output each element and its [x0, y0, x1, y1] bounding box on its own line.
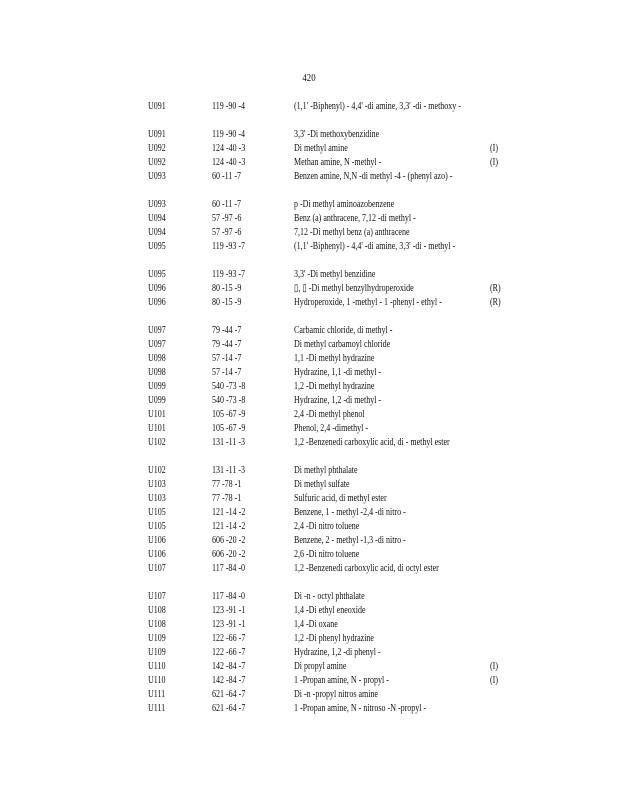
chemical-name [294, 241, 490, 267]
table-row [148, 703, 508, 715]
waste-code: U096 [148, 283, 166, 294]
chemical-name-text: Hydrazine, 1,1 -di methyl - [294, 367, 382, 378]
cas-number: 606 -20 -2 [212, 549, 246, 560]
chemical-name [294, 381, 490, 393]
cas-number: 123 -91 -1 [212, 619, 246, 630]
chemical-name-text: Di methyl amine [294, 143, 348, 154]
table-row [148, 647, 508, 659]
waste-code: U109 [148, 633, 166, 644]
table-row [148, 283, 508, 295]
chemical-name [294, 437, 490, 463]
chemical-name [294, 591, 490, 603]
hazard-code [490, 535, 506, 547]
waste-code: U107 [148, 591, 166, 602]
waste-code: U094 [148, 213, 166, 224]
waste-code: U092 [148, 143, 166, 154]
waste-code-table [148, 101, 508, 717]
chemical-name-text: (1,1' -Biphenyl) - 4,4' -di amine, 3,3' -di - methoxy - [294, 101, 461, 112]
table-row [148, 507, 508, 519]
hazard-code [490, 563, 506, 589]
hazard-code [490, 339, 506, 351]
cas-number: 57 -97 -6 [212, 213, 242, 224]
table-row [148, 325, 508, 337]
chemical-name [294, 549, 490, 561]
table-row [148, 437, 508, 463]
hazard-code [490, 633, 506, 645]
table-row [148, 563, 508, 589]
chemical-name [294, 619, 490, 631]
waste-code: U110 [148, 661, 166, 672]
table-row [148, 409, 508, 421]
cas-number: 79 -44 -7 [212, 325, 242, 336]
table-row [148, 213, 508, 225]
hazard-code [490, 479, 506, 491]
hazard-code [490, 591, 506, 603]
table-row [148, 423, 508, 435]
chemical-name-text: Di propyl amine [294, 661, 347, 672]
chemical-name-text: Di -n - octyl phthalate [294, 591, 365, 602]
chemical-name [294, 395, 490, 407]
chemical-name [294, 675, 490, 687]
chemical-name [294, 157, 490, 169]
hazard-code [490, 241, 506, 267]
chemical-name-text: 1,2 -Benzenedi carboxylic acid, di octyl ester [294, 563, 439, 574]
table-row [148, 521, 508, 533]
table-row [148, 591, 508, 603]
chemical-name-text: 7,12 -Di methyl benz (a) anthracene [294, 227, 410, 238]
cas-number: 142 -84 -7 [212, 661, 246, 672]
table-row [148, 605, 508, 617]
cas-number: 117 -84 -0 [212, 563, 246, 574]
waste-code: U101 [148, 409, 166, 420]
waste-code: U108 [148, 619, 166, 630]
chemical-name [294, 703, 490, 715]
hazard-code [490, 703, 506, 715]
waste-code: U096 [148, 297, 166, 308]
chemical-name-text: 1,4 -Di ethyl eneoxide [294, 605, 366, 616]
cas-number: 77 -78 -1 [212, 479, 242, 490]
chemical-name-text: Benzen amine, N,N -di methyl -4 - (phenyl azo) - [294, 171, 453, 182]
cas-number: 57 -97 -6 [212, 227, 242, 238]
waste-code: U103 [148, 493, 166, 504]
cas-number: 124 -40 -3 [212, 143, 246, 154]
chemical-name-text: Di -n -propyl nitros amine [294, 689, 378, 700]
cas-number: 105 -67 -9 [212, 423, 246, 434]
cas-number: 606 -20 -2 [212, 535, 246, 546]
chemical-name-text: 2,6 -Di nitro toluene [294, 549, 360, 560]
chemical-name [294, 269, 490, 281]
chemical-name [294, 283, 490, 295]
waste-code: U105 [148, 507, 166, 518]
chemical-name [294, 521, 490, 533]
chemical-name-text: 2,4 -Di methyl phenol [294, 409, 365, 420]
table-row [148, 367, 508, 379]
waste-code: U097 [148, 325, 166, 336]
table-row [148, 129, 508, 141]
cas-number: 60 -11 -7 [212, 171, 242, 182]
table-row [148, 689, 508, 701]
table-row [148, 157, 508, 169]
chemical-name-text: 1,2 -Di phenyl hydrazine [294, 633, 374, 644]
chemical-name-text: Sulfuric acid, di methyl ester [294, 493, 387, 504]
hazard-code [490, 171, 506, 197]
table-row [148, 465, 508, 477]
waste-code: U095 [148, 269, 166, 280]
chemical-name [294, 633, 490, 645]
chemical-name [294, 129, 490, 141]
chemical-name [294, 563, 490, 589]
waste-code: U091 [148, 129, 166, 140]
chemical-name [294, 423, 490, 435]
table-row [148, 227, 508, 239]
waste-code: U099 [148, 381, 166, 392]
cas-number: 540 -73 -8 [212, 395, 246, 406]
hazard-code [490, 549, 506, 561]
table-row [148, 241, 508, 267]
chemical-name [294, 227, 490, 239]
waste-code: U097 [148, 339, 166, 350]
waste-code: U093 [148, 171, 166, 182]
cas-number: 80 -15 -9 [212, 283, 242, 294]
waste-code: U111 [148, 703, 166, 714]
chemical-name [294, 409, 490, 421]
chemical-name [294, 493, 490, 505]
table-row [148, 535, 508, 547]
waste-code: U098 [148, 367, 166, 378]
table-row [148, 633, 508, 645]
hazard-code [490, 437, 506, 463]
hazard-code: (R) [490, 297, 501, 308]
waste-code: U111 [148, 689, 166, 700]
hazard-code [490, 227, 506, 239]
chemical-name-text: Hydrazine, 1,2 -di phenyl - [294, 647, 381, 658]
waste-code: U094 [148, 227, 166, 238]
hazard-code: (R) [490, 283, 501, 294]
hazard-code [490, 521, 506, 533]
cas-number: 79 -44 -7 [212, 339, 242, 350]
hazard-code [490, 269, 506, 281]
chemical-name [294, 297, 490, 323]
chemical-name-text: Carbamic chloride, di methyl - [294, 325, 393, 336]
chemical-name-text: Benzene, 2 - methyl -1,3 -di nitro - [294, 535, 406, 546]
table-row [148, 339, 508, 351]
chemical-name-text: Di methyl phthalate [294, 465, 358, 476]
chemical-name-text: 1,2 -Benzenedi carboxylic acid, di - methyl ester [294, 437, 450, 448]
hazard-code: (I) [490, 157, 498, 168]
chemical-name [294, 465, 490, 477]
cas-number: 131 -11 -3 [212, 465, 246, 476]
hazard-code [490, 381, 506, 393]
table-row [148, 171, 508, 197]
chemical-name [294, 689, 490, 701]
table-row [148, 199, 508, 211]
waste-code: U102 [148, 465, 166, 476]
cas-number: 122 -66 -7 [212, 647, 246, 658]
hazard-code [490, 647, 506, 659]
table-row [148, 269, 508, 281]
chemical-name-text: Benzene, 1 - methyl -2,4 -di nitro - [294, 507, 406, 518]
cas-number: 119 -90 -4 [212, 101, 246, 112]
waste-code: U098 [148, 353, 166, 364]
chemical-name [294, 647, 490, 659]
hazard-code: (I) [490, 143, 498, 154]
chemical-name [294, 479, 490, 491]
waste-code: U106 [148, 535, 166, 546]
hazard-code: (I) [490, 675, 498, 686]
cas-number: 123 -91 -1 [212, 605, 246, 616]
hazard-code [490, 619, 506, 631]
waste-code: U095 [148, 241, 166, 252]
table-row [148, 381, 508, 393]
chemical-name-text: p -Di methyl aminoazobenzene [294, 199, 395, 210]
table-row [148, 101, 508, 127]
waste-code: U106 [148, 549, 166, 560]
cas-number: 60 -11 -7 [212, 199, 242, 210]
chemical-name [294, 535, 490, 547]
chemical-name [294, 367, 490, 379]
chemical-name [294, 661, 490, 673]
hazard-code [490, 367, 506, 379]
hazard-code [490, 423, 506, 435]
cas-number: 119 -90 -4 [212, 129, 246, 140]
waste-code: U110 [148, 675, 166, 686]
chemical-name-text: 1,1 -Di methyl hydrazine [294, 353, 375, 364]
waste-code: U101 [148, 423, 166, 434]
table-row [148, 675, 508, 687]
table-row [148, 549, 508, 561]
chemical-name [294, 199, 490, 211]
hazard-code [490, 395, 506, 407]
cas-number: 57 -14 -7 [212, 367, 242, 378]
waste-code: U091 [148, 101, 166, 112]
waste-code: U092 [148, 157, 166, 168]
chemical-name [294, 353, 490, 365]
chemical-name-text: Methan amine, N -methyl - [294, 157, 382, 168]
waste-code: U099 [148, 395, 166, 406]
chemical-name-text: Phenol, 2,4 -dimethyl - [294, 423, 368, 434]
chemical-name [294, 171, 490, 197]
page-number: 420 [302, 72, 316, 84]
chemical-name [294, 339, 490, 351]
hazard-code [490, 493, 506, 505]
chemical-name [294, 325, 490, 337]
chemical-name-text: ▯, ▯ -Di methyl benzylhydroperoxide [294, 283, 414, 294]
chemical-name [294, 101, 490, 127]
hazard-code [490, 409, 506, 421]
cas-number: 119 -93 -7 [212, 241, 246, 252]
hazard-code [490, 199, 506, 211]
hazard-code [490, 325, 506, 337]
chemical-name-text: Benz (a) anthracene, 7,12 -di methyl - [294, 213, 416, 224]
hazard-code [490, 213, 506, 225]
cas-number: 122 -66 -7 [212, 633, 246, 644]
chemical-name [294, 213, 490, 225]
table-row [148, 395, 508, 407]
chemical-name-text: 1,4 -Di oxane [294, 619, 338, 630]
waste-code: U102 [148, 437, 166, 448]
table-row [148, 661, 508, 673]
cas-number: 77 -78 -1 [212, 493, 242, 504]
hazard-code: (I) [490, 661, 498, 672]
table-row [148, 297, 508, 323]
cas-number: 621 -64 -7 [212, 689, 246, 700]
cas-number: 117 -84 -0 [212, 591, 246, 602]
waste-code: U103 [148, 479, 166, 490]
chemical-name-text: 3,3' -Di methyl benzidine [294, 269, 376, 280]
chemical-name-text: Hydroperoxide, 1 -methyl - 1 -phenyl - ethyl - [294, 297, 442, 308]
chemical-name-text: 3,3' -Di methoxybenzidine [294, 129, 380, 140]
cas-number: 540 -73 -8 [212, 381, 246, 392]
waste-code: U107 [148, 563, 166, 574]
cas-number: 105 -67 -9 [212, 409, 246, 420]
waste-code: U093 [148, 199, 166, 210]
chemical-name-text: Di methyl sulfate [294, 479, 350, 490]
cas-number: 621 -64 -7 [212, 703, 246, 714]
chemical-name [294, 507, 490, 519]
cas-number: 121 -14 -2 [212, 507, 246, 518]
hazard-code [490, 465, 506, 477]
waste-code: U109 [148, 647, 166, 658]
cas-number: 121 -14 -2 [212, 521, 246, 532]
cas-number: 119 -93 -7 [212, 269, 246, 280]
table-row [148, 493, 508, 505]
chemical-name [294, 605, 490, 617]
chemical-name-text: 2,4 -Di nitro toluene [294, 521, 360, 532]
hazard-code [490, 689, 506, 701]
chemical-name-text: 1,2 -Di methyl hydrazine [294, 381, 375, 392]
waste-code: U108 [148, 605, 166, 616]
hazard-code [490, 507, 506, 519]
chemical-name-text: Di methyl carbamoyl chloride [294, 339, 391, 350]
cas-number: 131 -11 -3 [212, 437, 246, 448]
chemical-name-text: 1 -Propan amine, N - propyl - [294, 675, 389, 686]
chemical-name-text: 1 -Propan amine, N - nitroso -N -propyl - [294, 703, 427, 714]
hazard-code [490, 129, 506, 141]
chemical-name [294, 143, 490, 155]
chemical-name-text: Hydrazine, 1,2 -di methyl - [294, 395, 382, 406]
table-row [148, 479, 508, 491]
table-row [148, 619, 508, 631]
cas-number: 142 -84 -7 [212, 675, 246, 686]
cas-number: 124 -40 -3 [212, 157, 246, 168]
cas-number: 80 -15 -9 [212, 297, 242, 308]
waste-code: U105 [148, 521, 166, 532]
chemical-name-text: (1,1' -Biphenyl) - 4,4' -di amine, 3,3' -di - methyl - [294, 241, 456, 252]
table-row [148, 143, 508, 155]
hazard-code [490, 353, 506, 365]
table-row [148, 353, 508, 365]
cas-number: 57 -14 -7 [212, 353, 242, 364]
hazard-code [490, 605, 506, 617]
hazard-code [490, 101, 506, 127]
